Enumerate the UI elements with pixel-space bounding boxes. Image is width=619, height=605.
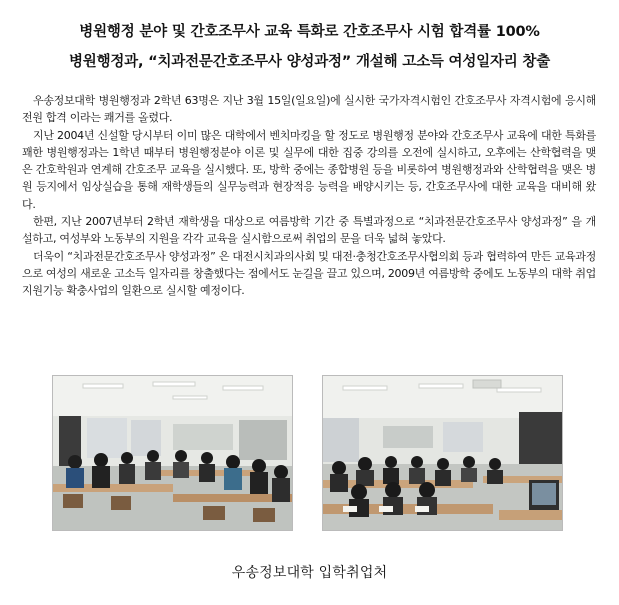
headline-line-2: 병원행정과, “치과전문간호조무사 양성과정” 개설해 고소득 여성일자리 창출 [68, 54, 551, 70]
article-body [22, 92, 596, 300]
classroom-photo-right [322, 375, 563, 531]
footer-credit: 우송정보대학 입학취업처 [231, 565, 388, 581]
paragraph-3: 한편, 지난 2007년부터 2학년 재학생을 대상으로 여름방학 기간 중 특별과정으로 “치과전문간호조무사 양성과정” 을 개설하고, 여성부와 노동부의 지원을 각각 교육을 실시함으로써 취업의 문을 더욱 넓혀 놓았다. [22, 215, 596, 246]
classroom-photo-left-art [53, 376, 292, 530]
paragraph-1: 우송정보대학 병원행정과 2학년 63명은 지난 3월 15일(일요일)에 실시한 국가자격시험인 간호조무사 자격시험에 응시해 전원 합격 이라는 쾌거를 올렸다. [22, 94, 596, 125]
paragraph-4: 더욱이 “치과전문간호조무사 양성과정” 은 대전시치과의사회 및 대전·충청간호조무사협의회 등과 협력하여 만든 교육과정으로 여성의 새로운 고소득 일자리를 창출했다는 점에서도 눈길을 끌고 있으며, 2009년 여름방학 중에도 노동부의 대학 취업지원기능 확충사업의 일환으로 실시할 예정이다. [22, 249, 596, 298]
classroom-photo-right-art [323, 376, 562, 530]
headline-line-1: 병원행정 분야 및 간호조무사 교육 특화로 간호조무사 시험 합격률 100% [79, 24, 540, 40]
paragraph-2: 지난 2004년 신설할 당시부터 이미 많은 대학에서 벤치마킹을 할 정도로 병원행정 분야와 간호조무사 교육에 대한 특화를 꽤한 병원행정과는 1학년 때부터 병원행정분야 이론 및 실무에 대한 집중 강의를 오전에 실시하고, 오후에는 산학협력을 맺은 간호학원과 연계해 간호조무 교육을 실시했다. 또, 방학 중에는 종합병원 등을 비롯하여 병원행정과와 산학협력을 맺은 병원 등지에서 임상실습을 통해 재학생들의 실무능력과 현장적응 능력을 배양시키는 등, 간호조무사에 대한 교육을 대비해 왔다. [22, 128, 596, 211]
classroom-photo-left [52, 375, 293, 531]
